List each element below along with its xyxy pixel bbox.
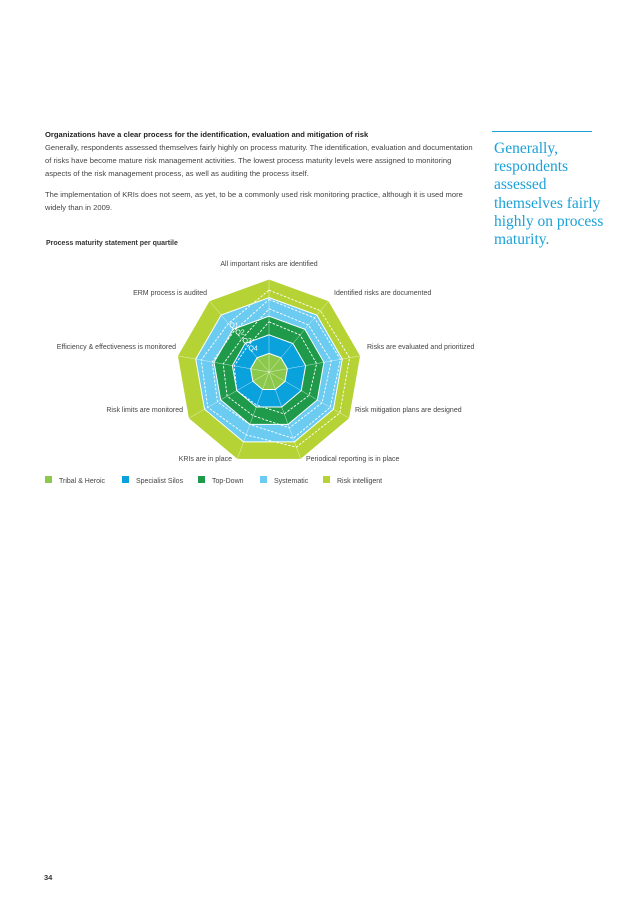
legend-swatch [45, 476, 52, 483]
axis-label: KRIs are in place [178, 456, 232, 463]
axis-label: Efficiency & effectiveness is monitored [56, 344, 176, 351]
intro-paragraph-2: The implementation of KRIs does not seem, as yet, to be a commonly used risk monitoring practice, although it is used more widely than in 2009. [45, 190, 463, 212]
quartile-label-q3: Q3 [242, 338, 252, 346]
quartile-label-q4: Q4 [248, 345, 258, 353]
radar-chart-svg [40, 255, 490, 495]
axis-label: Risk limits are monitored [106, 407, 183, 414]
pull-quote: Generally, respondents assessed themselves fairly highly on process maturity. [494, 140, 604, 249]
legend-label: Systematic [274, 478, 309, 485]
intro-heading: Organizations have a clear process for the identification, evaluation and mitigation of risk [45, 130, 369, 139]
intro-paragraph-1: Generally, respondents assessed themselves fairly highly on process maturity. The identification, evaluation and documentation of risks have become mature risk management activities. The lowest process maturity levels were assigned to monitoring aspects of the risk management process, as well as auditing the process itself. [45, 143, 473, 178]
page-number: 34 [44, 873, 53, 882]
axis-label: ERM process is audited [133, 290, 207, 297]
intro-text [45, 128, 475, 222]
axis-label: Risk mitigation plans are designed [355, 407, 462, 414]
axis-label: Risks are evaluated and prioritized [367, 344, 475, 351]
legend-label: Specialist Silos [136, 478, 184, 485]
chart-title: Process maturity statement per quartile [46, 240, 178, 247]
legend-swatch [122, 476, 129, 483]
radar-chart [40, 255, 490, 495]
quartile-label-q2: Q2 [235, 329, 245, 337]
axis-label: Identified risks are documented [334, 290, 432, 297]
legend-swatch [260, 476, 267, 483]
legend-label: Tribal & Heroic [59, 478, 106, 485]
axis-label: All important risks are identified [220, 261, 318, 268]
legend-swatch [198, 476, 205, 483]
quartile-label-q1: Q1 [229, 322, 239, 330]
legend-label: Top-Down [212, 478, 244, 485]
legend-label: Risk intelligent [337, 478, 383, 485]
legend-swatch [323, 476, 330, 483]
axis-label: Periodical reporting is in place [306, 456, 400, 463]
pull-quote-rule [492, 131, 592, 132]
